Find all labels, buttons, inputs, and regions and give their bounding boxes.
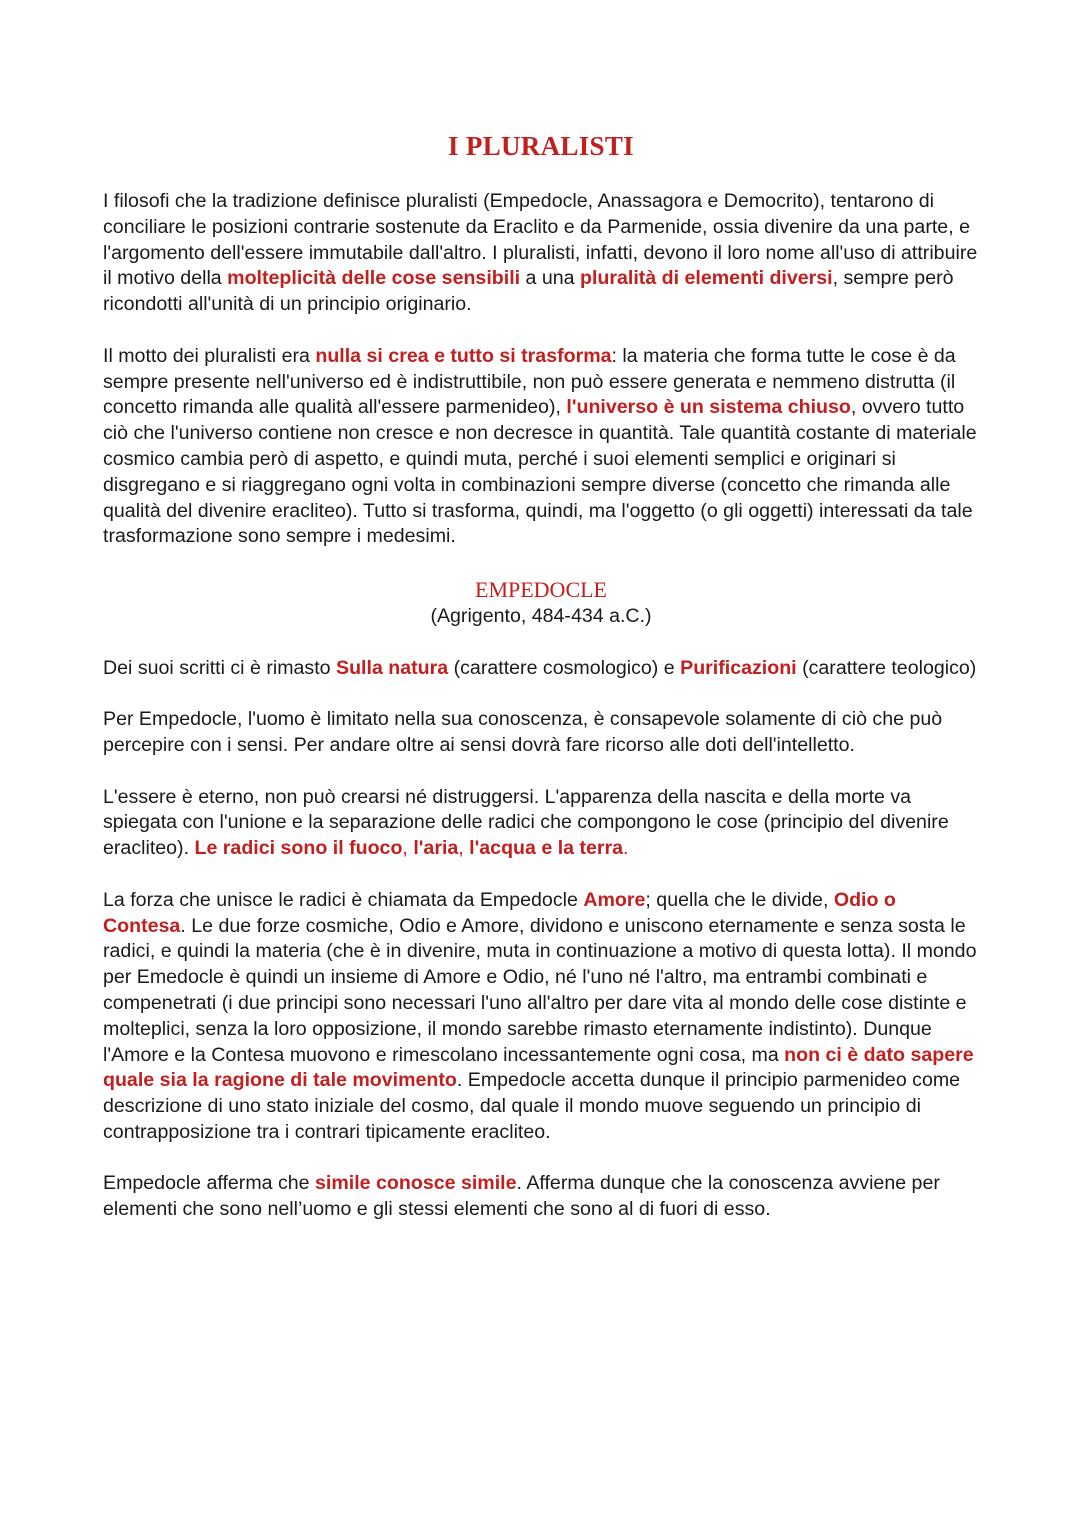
highlighted-text: pluralità di elementi diversi [580, 267, 833, 290]
empedocle-section [103, 656, 979, 1224]
text-run: La forza che unisce le radici è chiamata da Empedocle [103, 888, 584, 911]
page-title: I PLURALISTI [448, 131, 634, 161]
text-run: (carattere teologico) [796, 656, 977, 679]
highlighted-text: l'aria [413, 837, 459, 860]
intro-section [103, 189, 979, 550]
highlighted-text: Le radici sono il fuoco [194, 837, 403, 860]
paragraph [103, 888, 979, 1146]
highlighted-text: nulla si crea e tutto si trasforma [315, 344, 612, 367]
text-run: Dei suoi scritti ci è rimasto [103, 656, 337, 679]
paragraph [103, 189, 979, 318]
text-run: , sempre però ricondotti all'unità di un principio originario. [103, 267, 954, 316]
text-run: Empedocle afferma che [103, 1172, 316, 1195]
highlighted-text: Amore [583, 888, 646, 911]
text-run: a una [520, 267, 580, 290]
text-run: L'essere è eterno, non può crearsi né distruggersi. L'apparenza della nascita e della morte va spiegata con l'unione e la separazione delle radici che compongono le cose (principio del divenire eracliteo). [103, 785, 949, 860]
highlighted-text: l'acqua e la terra [469, 837, 624, 860]
text-run: I filosofi che la tradizione definisce pluralisti (Empedocle, Anassagora e Democrito), tentarono di conciliare le posizioni contrarie sostenute da Eraclito e da Parmenide, ossia divenire da una parte, e l'argomento dell'essere immutabile dall'altro. I pluralisti, infatti, devono il loro nome all'uso di attribuire il motivo della [103, 190, 978, 290]
text-run: Il motto dei pluralisti era [103, 344, 316, 367]
highlighted-text: Sulla natura [336, 656, 449, 679]
document-page [103, 128, 979, 1249]
paragraph [103, 1171, 979, 1223]
text-run: . Afferma dunque che la conoscenza avviene per elementi che sono nell’uomo e gli stessi elementi che sono al di fuori di esso. [103, 1172, 940, 1221]
highlighted-text: molteplicità delle cose sensibili [227, 267, 521, 290]
highlighted-text: Odio o Contesa [103, 888, 896, 937]
paragraph [103, 785, 979, 862]
text-run: . Le due forze cosmiche, Odio e Amore, dividono e uniscono eternamente e senza sosta le radici, e quindi la materia (che è in divenire, muta in continuazione a motivo di questa lotta). Il mondo per Emedocle è quindi un insieme di Amore e Odio, né l'uno né l'altro, ma entrambi combinati e compenetrati (i due principi sono necessari l'uno all'altro per dare vita al mondo delle cose distinte e molteplici, senza la loro opposizione, il mondo sarebbe rimasto eternamente indistinto). Dunque l'Amore e la Contesa muovono e rimescolano incessantemente ogni cosa, ma [103, 914, 977, 1066]
text-run: . [623, 837, 629, 860]
highlighted-text: non ci è dato sapere quale sia la ragione di tale movimento [103, 1043, 974, 1092]
text-run: , ovvero tutto ciò che l'universo contiene non cresce e non decresce in quantità. Tale quantità costante di materiale cosmico cambia però di aspetto, e quindi muta, perché i suoi elementi semplici e originari si disgregano e si riaggregano ogni volta in combinazioni sempre diverse (concetto che rimanda alle qualità del divenire eracliteo). Tutto si trasforma, quindi, ma l'oggetto (o gli oggetti) interessati da tale trasformazione sono sempre i medesimi. [103, 396, 977, 548]
section-subtitle: (Agrigento, 484-434 a.C.) [430, 604, 652, 627]
highlighted-text: l'universo è un sistema chiuso [566, 396, 851, 419]
section-title: EMPEDOCLE [475, 576, 607, 602]
text-run: , [402, 837, 414, 860]
highlighted-text: simile conosce simile [315, 1172, 517, 1195]
text-run: (carattere cosmologico) e [448, 656, 681, 679]
highlighted-text: Purificazioni [680, 656, 797, 679]
paragraph [103, 707, 979, 759]
text-run: ; quella che le divide, [645, 888, 834, 911]
paragraph [103, 344, 979, 550]
text-run: : la materia che forma tutte le cose è da sempre presente nell'universo ed è indistruttibile, non può essere generata e nemmeno distrutta (il concetto rimanda alle qualità all'essere parmenideo), [103, 344, 956, 419]
text-run: , [458, 837, 470, 860]
paragraph [103, 656, 979, 682]
text-run: . Empedocle accetta dunque il principio parmenideo come descrizione di uno stato iniziale del cosmo, dal quale il mondo muove seguendo un principio di contrapposizione tra i contrari tipicamente eracliteo. [103, 1069, 961, 1143]
text-run: Per Empedocle, l'uomo è limitato nella sua conoscenza, è consapevole solamente di ciò che può percepire con i sensi. Per andare oltre ai sensi dovrà fare ricorso alle doti dell'intelletto. [103, 708, 943, 756]
